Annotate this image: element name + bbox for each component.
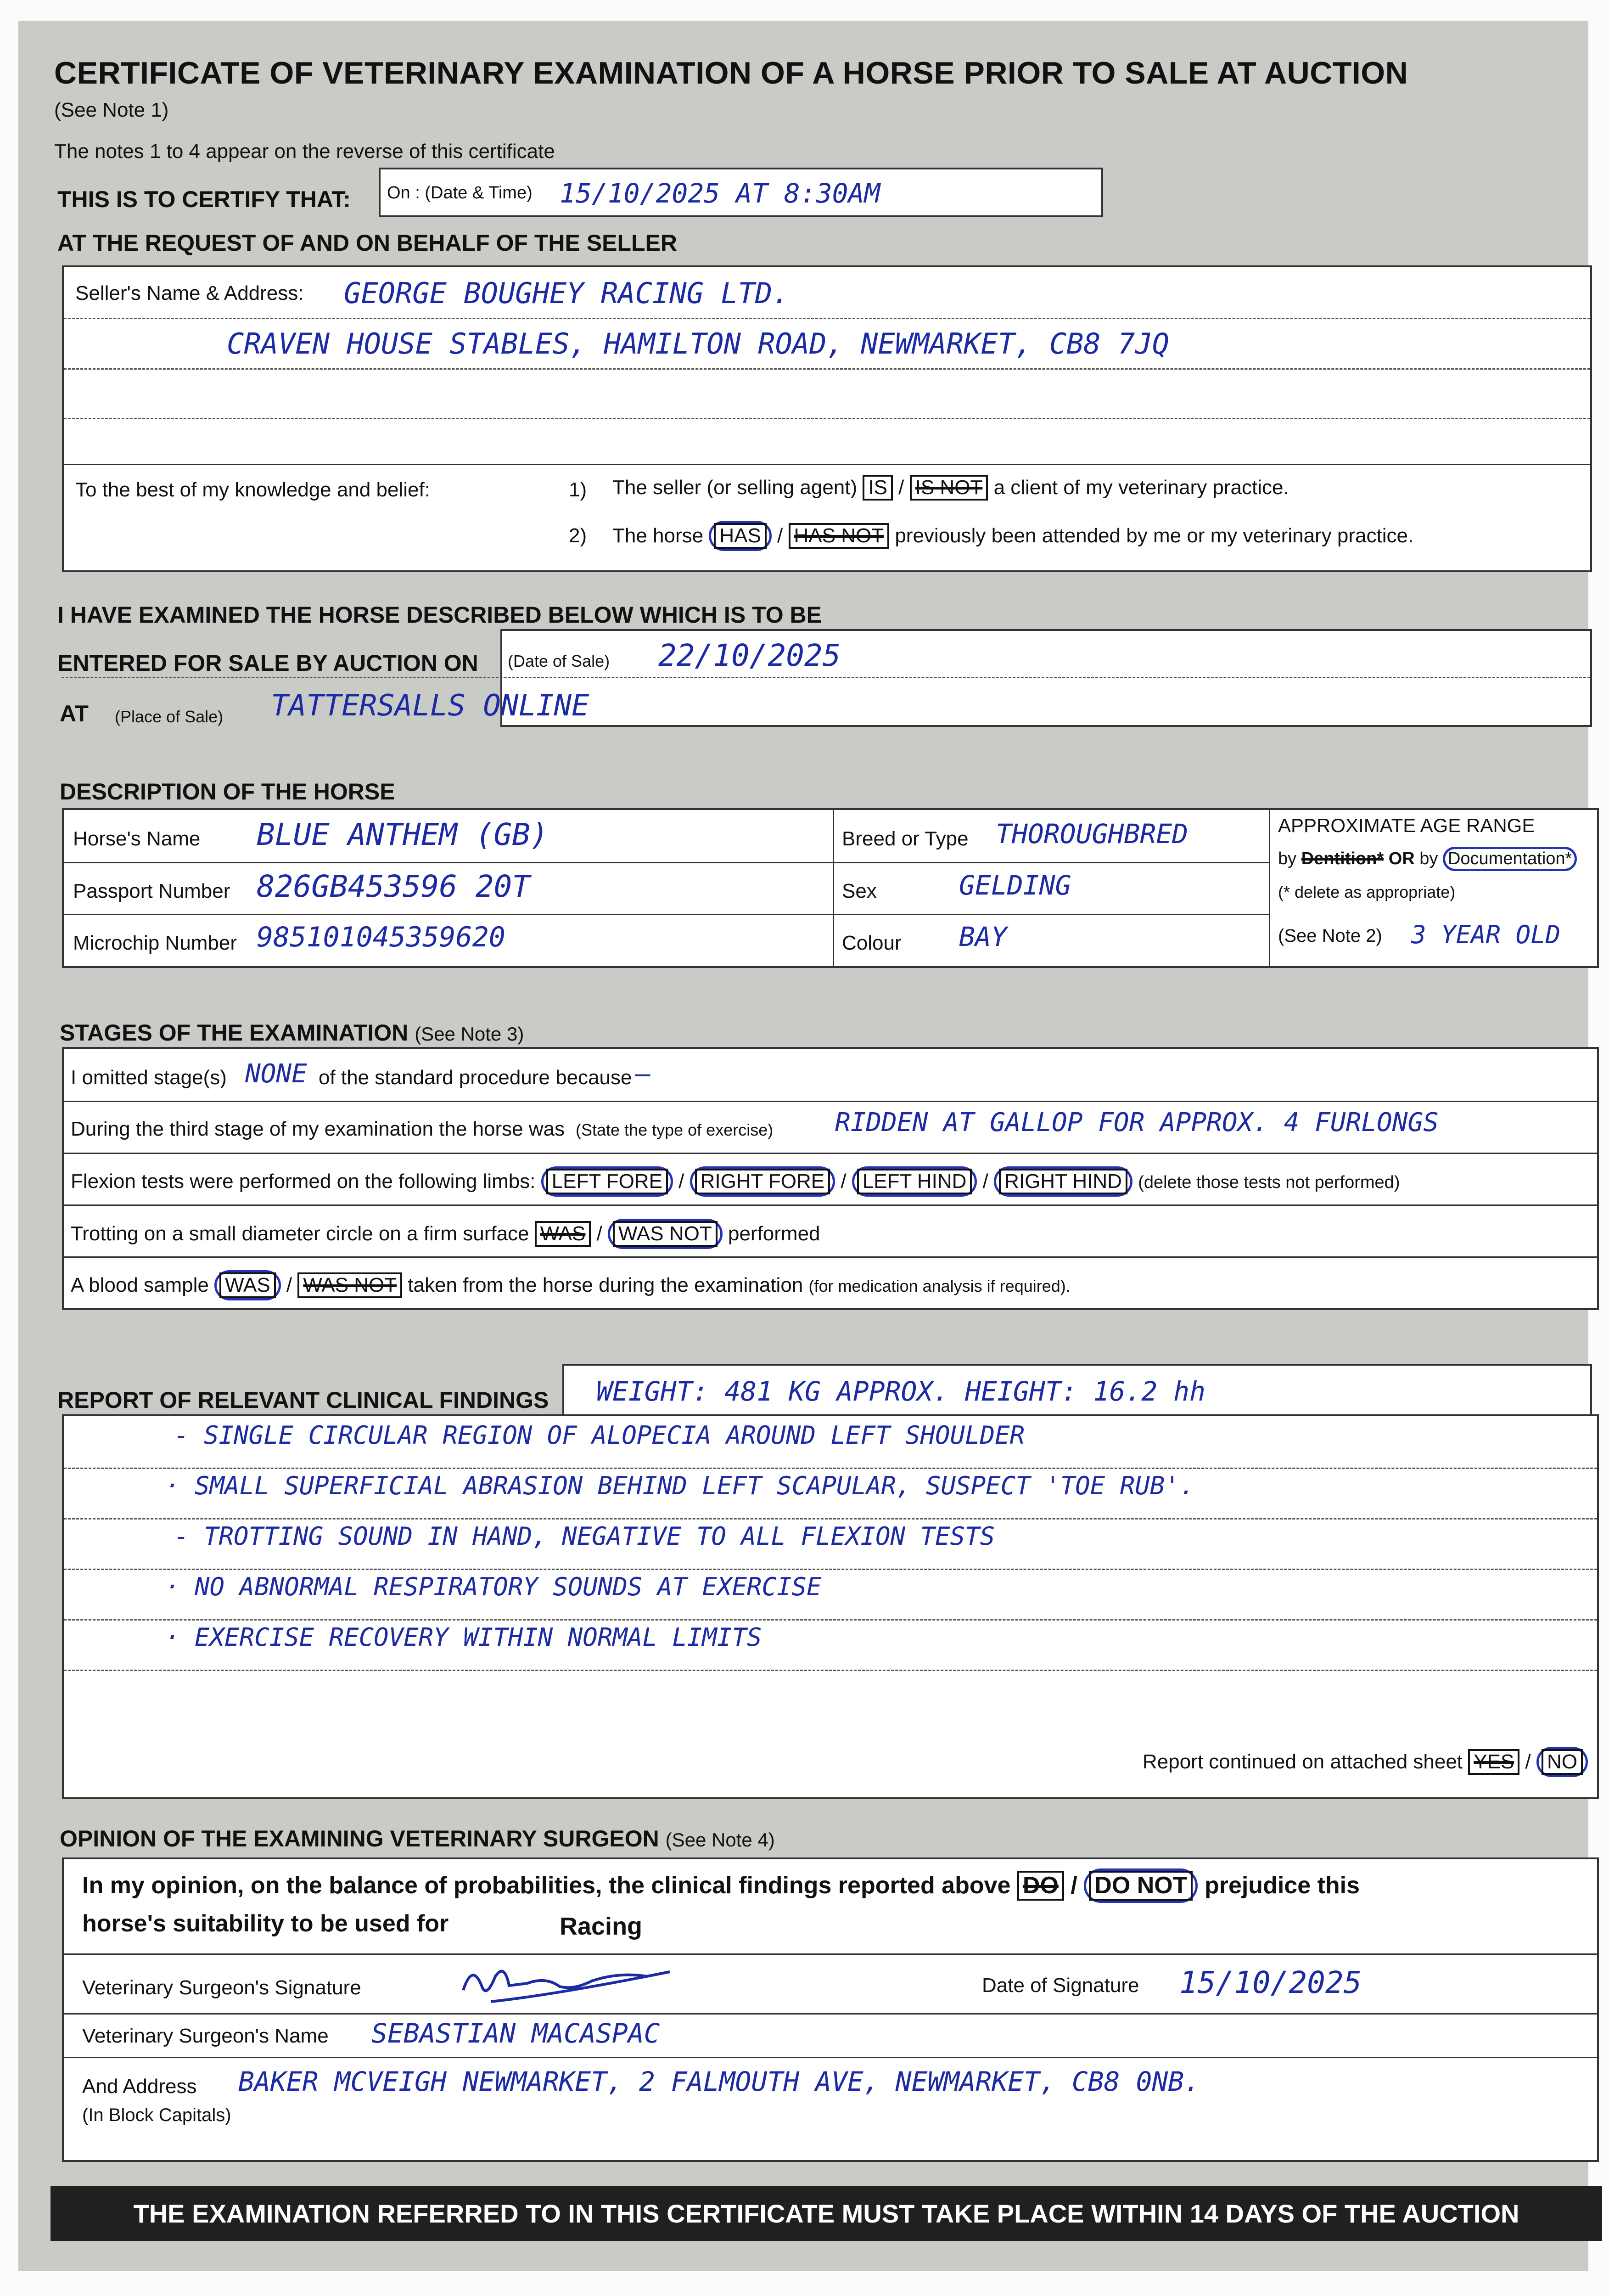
omitted-label: I omitted stage(s) xyxy=(71,1066,227,1089)
entered-label: ENTERED FOR SALE BY AUCTION ON xyxy=(57,650,478,676)
flexion-right-fore[interactable]: RIGHT FORE xyxy=(695,1169,830,1194)
description-heading: DESCRIPTION OF THE HORSE xyxy=(60,779,395,805)
third-stage-label: During the third stage of my examination the horse was xyxy=(71,1118,565,1140)
age-or: OR xyxy=(1388,849,1415,868)
on-label: On : (Date & Time) xyxy=(387,183,533,203)
page-title: CERTIFICATE OF VETERINARY EXAMINATION OF A HORSE PRIOR TO SALE AT AUCTION xyxy=(54,56,1408,90)
report-continued-label: Report continued on attached sheet xyxy=(1142,1750,1463,1773)
report-box xyxy=(62,1414,1599,1799)
age-by-2: by xyxy=(1419,849,1438,868)
trot-was-option[interactable]: WAS xyxy=(535,1221,591,1247)
blood-hint: (for medication analysis if required). xyxy=(808,1277,1071,1295)
item2-has-not-option[interactable]: HAS NOT xyxy=(789,523,890,549)
date-time-field[interactable] xyxy=(379,168,1103,217)
sex-value[interactable]: GELDING xyxy=(959,870,1071,901)
opinion-use[interactable]: Racing xyxy=(560,1913,643,1940)
signature-date-label: Date of Signature xyxy=(982,1974,1139,1997)
trot-was-not-option[interactable]: WAS NOT xyxy=(613,1221,718,1247)
breed-label: Breed or Type xyxy=(842,827,969,850)
opinion-do-not-option[interactable]: DO NOT xyxy=(1089,1871,1193,1901)
stages-note: (See Note 3) xyxy=(415,1023,524,1045)
flexion-row: Flexion tests were performed on the following limbs: LEFT FORE / RIGHT FORE / LEFT HIND / RIGHT HIND (delete those tests not performed) xyxy=(71,1166,1400,1197)
knowledge-label: To the best of my knowledge and belief: xyxy=(75,478,430,501)
opinion-heading xyxy=(60,1825,775,1852)
age-see-note: (See Note 2) xyxy=(1278,926,1382,946)
blood-was-option[interactable]: WAS xyxy=(219,1272,276,1298)
sale-box xyxy=(500,629,1592,727)
microchip-value[interactable]: 985101045359620 xyxy=(257,921,505,953)
report-top-field[interactable] xyxy=(562,1364,1592,1418)
omitted-post: of the standard procedure because xyxy=(319,1066,632,1089)
footer-banner: THE EXAMINATION REFERRED TO IN THIS CERTIFICATE MUST TAKE PLACE WITHIN 14 DAYS OF THE AUCTION xyxy=(50,2186,1602,2241)
third-stage-value[interactable]: RIDDEN AT GALLOP FOR APPROX. 4 FURLONGS xyxy=(835,1108,1439,1137)
opinion-note: (See Note 4) xyxy=(665,1829,775,1851)
surgeon-name-value[interactable]: SEBASTIAN MACASPAC xyxy=(371,2018,660,2049)
microchip-label: Microchip Number xyxy=(73,932,237,954)
notes-line: The notes 1 to 4 appear on the reverse of this certificate xyxy=(54,140,555,163)
address-label: And Address xyxy=(82,2075,197,2098)
seller-name[interactable]: GEORGE BOUGHEY RACING LTD. xyxy=(344,276,790,310)
report-top-value: WEIGHT: 481 KG APPROX. HEIGHT: 16.2 hh xyxy=(596,1376,1205,1407)
omitted-reason[interactable]: — xyxy=(635,1059,651,1089)
item2-post: previously been attended by me or my veterinary practice. xyxy=(895,524,1414,547)
report-line-5[interactable]: · EXERCISE RECOVERY WITHIN NORMAL LIMITS xyxy=(165,1623,762,1652)
flexion-label: Flexion tests were performed on the following limbs: xyxy=(71,1170,536,1193)
colour-label: Colour xyxy=(842,932,902,954)
horse-name-value[interactable]: BLUE ANTHEM (GB) xyxy=(257,817,549,852)
colour-value[interactable]: BAY xyxy=(959,921,1007,952)
see-note-1: (See Note 1) xyxy=(54,99,169,121)
item1-post: a client of my veterinary practice. xyxy=(993,476,1289,499)
passport-value[interactable]: 826GB453596 20T xyxy=(257,869,531,904)
examined-heading: I HAVE EXAMINED THE HORSE DESCRIBED BELOW WHICH IS TO BE xyxy=(57,602,822,628)
date-of-sale-value[interactable]: 22/10/2025 xyxy=(658,638,841,673)
address-value[interactable]: BAKER MCVEIGH NEWMARKET, 2 FALMOUTH AVE, NEWMARKET, CB8 0NB. xyxy=(238,2066,1200,2097)
opinion-text-pre: In my opinion, on the balance of probabilities, the clinical findings reported above xyxy=(82,1872,1011,1899)
age-delete-note: (* delete as appropriate) xyxy=(1278,883,1456,901)
flexion-left-fore[interactable]: LEFT FORE xyxy=(546,1169,668,1194)
report-line-2[interactable]: · SMALL SUPERFICIAL ABRASION BEHIND LEFT SCAPULAR, SUSPECT 'TOE RUB'. xyxy=(165,1471,1195,1500)
place-of-sale-label: (Place of Sale) xyxy=(115,707,224,726)
on-value: 15/10/2025 AT 8:30AM xyxy=(560,178,880,209)
signature-label: Veterinary Surgeon's Signature xyxy=(82,1976,361,1999)
age-label: APPROXIMATE AGE RANGE xyxy=(1278,815,1535,836)
trot-row: Trotting on a small diameter circle on a firm surface WAS / WAS NOT performed xyxy=(71,1219,820,1249)
place-of-sale-value[interactable]: TATTERSALLS ONLINE xyxy=(271,689,589,723)
horse-name-label: Horse's Name xyxy=(73,827,201,850)
date-of-sale-label: (Date of Sale) xyxy=(508,652,610,670)
item2-pre: The horse xyxy=(612,524,704,547)
stages-table xyxy=(62,1047,1599,1310)
signature-date-value[interactable]: 15/10/2025 xyxy=(1179,1965,1362,2000)
report-heading: REPORT OF RELEVANT CLINICAL FINDINGS xyxy=(57,1387,549,1413)
opinion-line-2: horse's suitability to be used for xyxy=(82,1910,449,1937)
knowledge-item2-num: 2) xyxy=(569,524,587,547)
report-line-4[interactable]: · NO ABNORMAL RESPIRATORY SOUNDS AT EXERCISE xyxy=(165,1572,822,1601)
stages-heading xyxy=(60,1019,524,1046)
breed-value[interactable]: THOROUGHBRED xyxy=(996,818,1189,850)
stages-heading-text: STAGES OF THE EXAMINATION xyxy=(60,1020,409,1046)
knowledge-item1-num: 1) xyxy=(569,478,587,501)
opinion-do-option[interactable]: DO xyxy=(1017,1871,1064,1901)
report-no-option[interactable]: NO xyxy=(1542,1749,1583,1775)
passport-label: Passport Number xyxy=(73,880,230,902)
knowledge-item2: The horse HAS / HAS NOT previously been attended by me or my veterinary practice. xyxy=(612,521,1413,551)
item1-is-option[interactable]: IS xyxy=(863,475,893,501)
report-line-1[interactable]: - SINGLE CIRCULAR REGION OF ALOPECIA AROUND LEFT SHOULDER xyxy=(174,1421,1025,1450)
at-label: AT xyxy=(60,701,89,726)
seller-label: Seller's Name & Address: xyxy=(75,282,304,304)
age-value[interactable]: 3 YEAR OLD xyxy=(1411,920,1561,949)
age-method xyxy=(1278,847,1577,871)
item2-has-option[interactable]: HAS xyxy=(714,523,766,549)
item1-is-not-option[interactable]: IS NOT xyxy=(910,475,988,501)
seller-box xyxy=(62,265,1592,572)
description-table xyxy=(62,808,1599,968)
address-hint: (In Block Capitals) xyxy=(82,2105,231,2125)
blood-was-not-option[interactable]: WAS NOT xyxy=(297,1272,402,1298)
blood-post: taken from the horse during the examination xyxy=(408,1274,803,1296)
knowledge-item1: The seller (or selling agent) IS / IS NOT a client of my veterinary practice. xyxy=(612,475,1289,501)
report-continued-row: Report continued on attached sheet YES / NO xyxy=(1143,1747,1588,1777)
item1-pre: The seller (or selling agent) xyxy=(612,476,858,499)
omitted-value[interactable]: NONE xyxy=(245,1059,307,1089)
flexion-right-hind[interactable]: RIGHT HIND xyxy=(999,1169,1127,1194)
report-yes-option[interactable]: YES xyxy=(1468,1749,1519,1775)
third-stage-hint: (State the type of exercise) xyxy=(576,1120,774,1139)
trot-label: Trotting on a small diameter circle on a firm surface xyxy=(71,1222,529,1245)
request-heading: AT THE REQUEST OF AND ON BEHALF OF THE SELLER xyxy=(57,230,677,256)
surgeon-name-label: Veterinary Surgeon's Name xyxy=(82,2025,329,2047)
blood-row: A blood sample WAS / WAS NOT taken from the horse during the examination (for medication analysis if required). xyxy=(71,1270,1071,1300)
opinion-text-post: prejudice this xyxy=(1204,1872,1360,1899)
opinion-box xyxy=(62,1857,1599,2162)
report-line-3[interactable]: - TROTTING SOUND IN HAND, NEGATIVE TO ALL FLEXION TESTS xyxy=(174,1522,995,1551)
opinion-heading-text: OPINION OF THE EXAMINING VETERINARY SURGEON xyxy=(60,1826,659,1851)
seller-address[interactable]: CRAVEN HOUSE STABLES, HAMILTON ROAD, NEWMARKET, CB8 7JQ xyxy=(227,327,1169,360)
opinion-line-1: In my opinion, on the balance of probabilities, the clinical findings reported above DO / DO NOT prejudice this xyxy=(82,1868,1360,1903)
sex-label: Sex xyxy=(842,880,877,902)
trot-post: performed xyxy=(728,1222,820,1245)
age-by: by xyxy=(1278,849,1297,868)
blood-label: A blood sample xyxy=(71,1274,209,1296)
age-documentation-option[interactable]: Documentation* xyxy=(1443,847,1577,871)
signature-image xyxy=(454,1958,684,2009)
age-dentition-option[interactable]: Dentition* xyxy=(1301,849,1384,868)
certify-label: THIS IS TO CERTIFY THAT: xyxy=(57,186,351,212)
flexion-left-hind[interactable]: LEFT HIND xyxy=(857,1169,972,1194)
flexion-post: (delete those tests not performed) xyxy=(1138,1173,1400,1192)
